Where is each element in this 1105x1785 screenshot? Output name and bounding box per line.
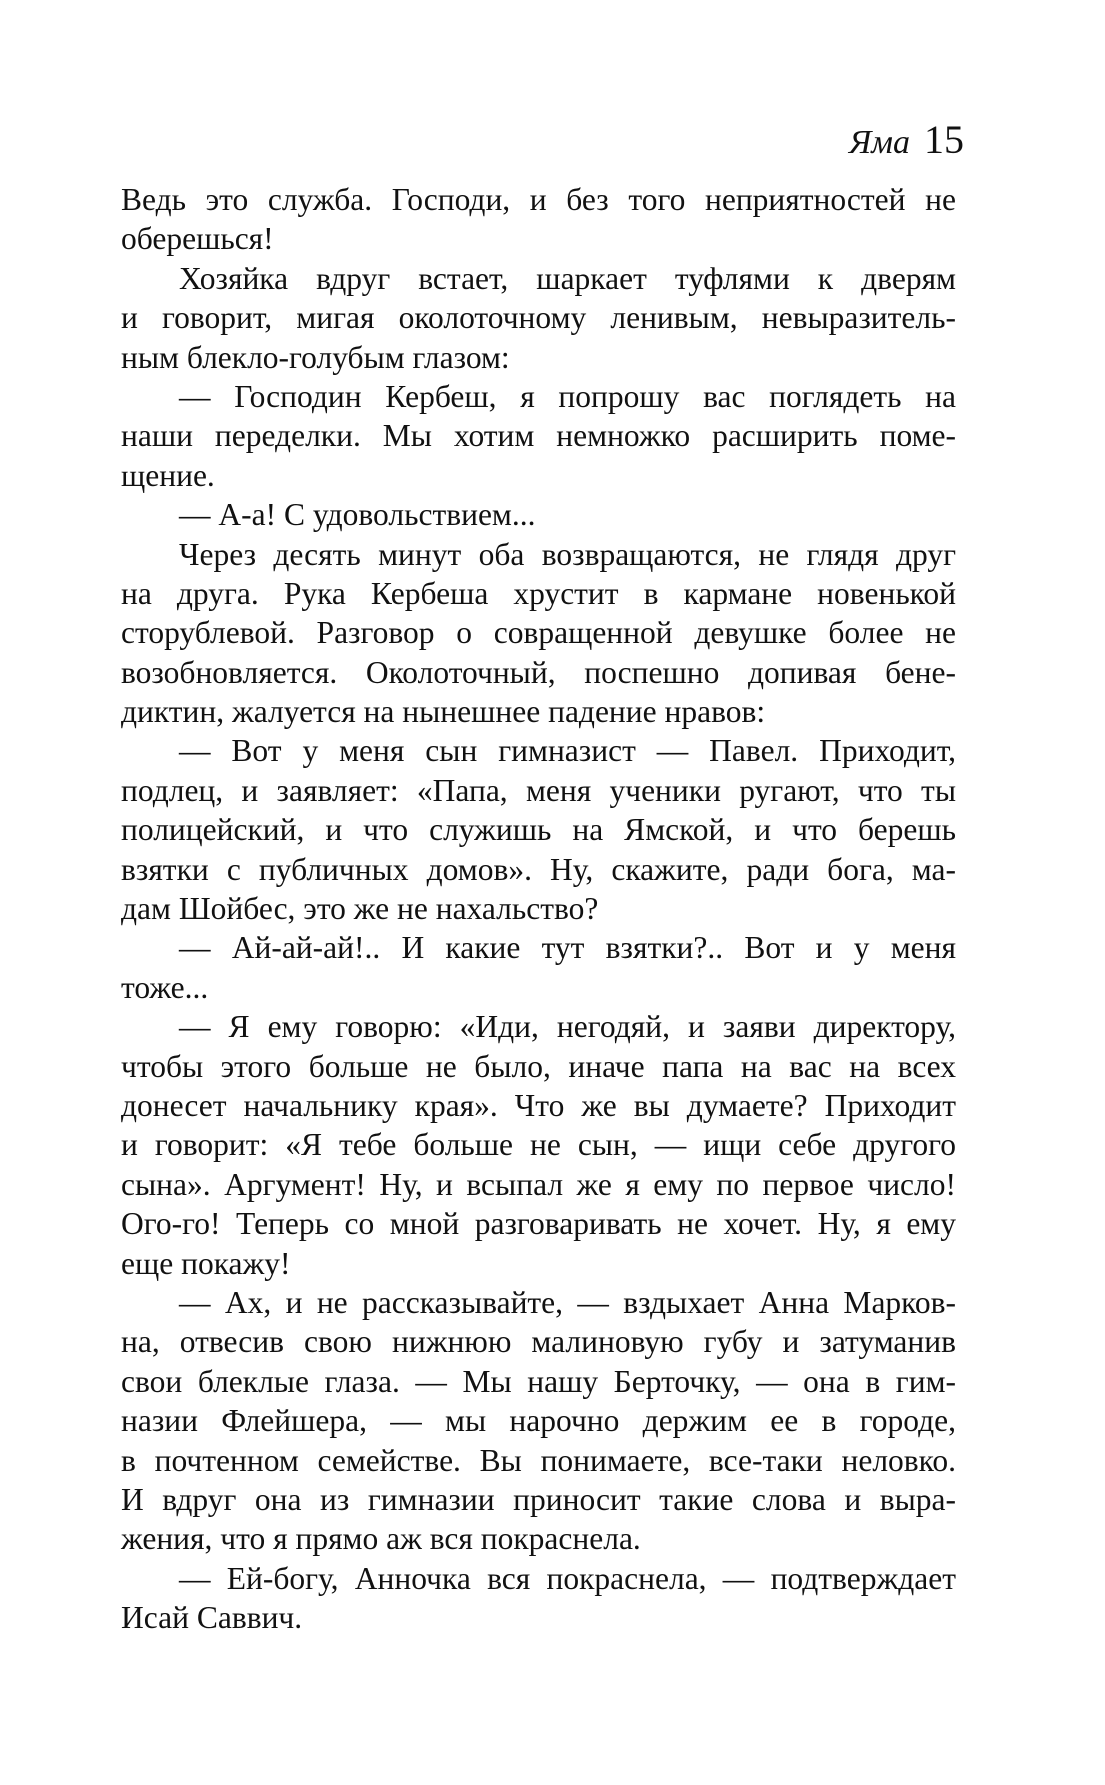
text-line: Через десять минут оба возвращаются, не глядя друг xyxy=(179,536,956,572)
text-line: и говорит, мигая околоточному ленивым, невыразитель- xyxy=(121,300,956,336)
text-line: — Ай-ай-ай!.. И какие тут взятки?.. Вот и у меня xyxy=(179,930,956,966)
text-line: — Господин Кербеш, я попрошу вас поглядеть на xyxy=(179,378,956,414)
body-text xyxy=(121,180,956,1637)
text-line: Ведь это служба. Господи, и без того неприятностей не xyxy=(121,182,956,217)
text-line: тоже... xyxy=(121,969,209,1005)
text-line: — Я ему говорю: «Иди, негодяй, и заяви директору, xyxy=(179,1009,956,1045)
text-line: в почтенном семействе. Вы понимаете, все-таки неловко. xyxy=(121,1442,956,1478)
text-line: сына». Аргумент! Ну, и всыпал же я ему по первое число! xyxy=(121,1166,956,1202)
running-header xyxy=(848,117,964,162)
text-line: назии Флейшера, — мы нарочно держим ее в городе, xyxy=(121,1403,956,1439)
text-line: — Вот у меня сын гимназист — Павел. Приходит, xyxy=(179,733,956,769)
text-line: — Ах, и не рассказывайте, — вздыхает Анна Марков- xyxy=(179,1284,956,1320)
text-line: полицейский, и что служишь на Ямской, и что берешь xyxy=(121,812,956,848)
text-line: — А-а! С удовольствием... xyxy=(179,497,536,533)
text-line: Хозяйка вдруг встает, шаркает туфлями к дверям xyxy=(179,260,956,296)
text-line: возобновляется. Околоточный, поспешно допивая бене- xyxy=(121,654,956,690)
text-line: на, отвесив свою нижнюю малиновую губу и затуманив xyxy=(121,1324,956,1360)
text-line: еще покажу! xyxy=(121,1245,291,1281)
text-line: оберешься! xyxy=(121,221,274,257)
text-line: — Ей-богу, Анночка вся покраснела, — подтверждает xyxy=(179,1560,956,1596)
chapter-title: Яма xyxy=(848,124,910,161)
text-line: ным блекло-голубым глазом: xyxy=(121,339,510,375)
text-line: донесет начальнику края». Что же вы думаете? Приходит xyxy=(121,1087,956,1123)
text-line: чтобы этого больше не было, иначе папа на вас на всех xyxy=(121,1048,956,1084)
text-line: Ого-го! Теперь со мной разговаривать не хочет. Ну, я ему xyxy=(121,1206,956,1242)
text-line: И вдруг она из гимназии приносит такие слова и выра- xyxy=(121,1481,956,1517)
text-line: дам Шойбес, это же не нахальство? xyxy=(121,891,599,927)
text-line: щение. xyxy=(121,457,215,493)
text-line: диктин, жалуется на нынешнее падение нравов: xyxy=(121,694,766,730)
text-line: подлец, и заявляет: «Папа, меня ученики ругают, что ты xyxy=(121,772,956,808)
text-line: свои блеклые глаза. — Мы нашу Берточку, — она в гим- xyxy=(121,1363,956,1399)
text-line: сторублевой. Разговор о совращенной девушке более не xyxy=(121,615,956,651)
page-number: 15 xyxy=(924,117,964,162)
text-line: на друга. Рука Кербеша хрустит в кармане новенькой xyxy=(121,575,956,611)
text-line: Исай Саввич. xyxy=(121,1600,303,1636)
text-line: наши переделки. Мы хотим немножко расширить поме- xyxy=(121,418,956,454)
text-line: жения, что я прямо аж вся покраснела. xyxy=(121,1521,641,1557)
text-line: взятки с публичных домов». Ну, скажите, ради бога, ма- xyxy=(121,851,956,887)
text-line: и говорит: «Я тебе больше не сын, — ищи себе другого xyxy=(121,1127,956,1163)
